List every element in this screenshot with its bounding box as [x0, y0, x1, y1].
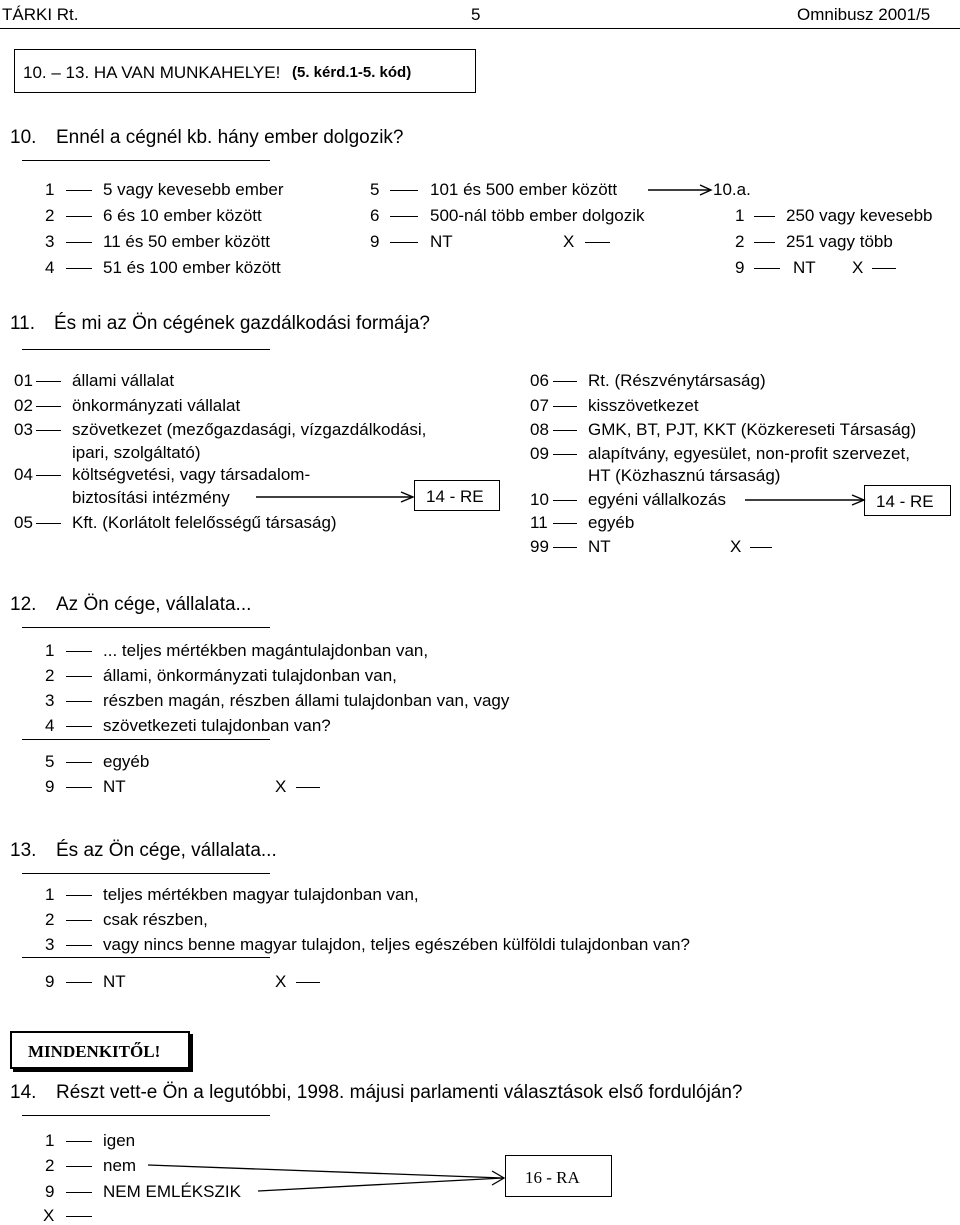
- q11-left-arrow-icon: [256, 490, 416, 504]
- q10a-opt2-code: 2: [735, 232, 745, 251]
- mindenkitol-box: [10, 1031, 190, 1069]
- q11-opt10-label: egyéni vállalkozás: [588, 490, 726, 509]
- q12-opt5-code: 5: [45, 752, 55, 771]
- q11-opt01-code: 01: [14, 371, 33, 390]
- q12-text: Az Ön cége, vállalata...: [56, 594, 252, 615]
- q11-opt09-dash: [553, 454, 577, 455]
- q10a-x-dash: [872, 268, 896, 269]
- q13-opt3-label: vagy nincs benne magyar tulajdon, teljes egészében külföldi tulajdonban van?: [103, 935, 690, 954]
- q10-opt4-dash: [66, 268, 92, 269]
- q10a-opt1-code: 1: [735, 206, 745, 225]
- q13-separator: [22, 957, 270, 958]
- filter-suffix: (5. kérd.1-5. kód): [292, 64, 412, 81]
- q11-opt05-dash: [36, 523, 61, 524]
- q11-text: És mi az Ön cégének gazdálkodási formája?: [54, 313, 430, 334]
- q11-opt04-code: 04: [14, 465, 33, 484]
- q14-goto-label: 16 - RA: [525, 1168, 580, 1187]
- q12-x-label: X: [275, 777, 287, 796]
- q11-opt07-code: 07: [530, 396, 549, 415]
- q13-opt2-code: 2: [45, 910, 55, 929]
- q13-opt9-label: NT: [103, 972, 126, 991]
- q10-opt6-dash: [390, 216, 418, 217]
- q10-opt5-dash: [390, 190, 418, 191]
- q10a-opt2-dash: [754, 242, 775, 243]
- q10-x-dash: [585, 242, 610, 243]
- q11-x-dash: [750, 547, 772, 548]
- q11-opt02-dash: [36, 406, 61, 407]
- q14-opt1-dash: [66, 1141, 92, 1142]
- header-rule: [0, 28, 960, 29]
- q12-opt3-code: 3: [45, 691, 55, 710]
- q14-opt2-label: nem: [103, 1156, 137, 1175]
- q10-opt4-label: 51 és 100 ember között: [103, 258, 281, 277]
- q10-text: Ennél a cégnél kb. hány ember dolgozik?: [56, 127, 404, 148]
- q11-opt11-dash: [553, 523, 577, 524]
- q10-opt1-dash: [66, 190, 92, 191]
- q10a-opt2-label: 251 vagy több: [786, 232, 893, 251]
- q14-opt9-label: NEM EMLÉKSZIK: [103, 1182, 241, 1201]
- q11-opt04-dash: [36, 475, 61, 476]
- q13-opt1-label: teljes mértékben magyar tulajdonban van,: [103, 885, 419, 904]
- q14-opt9-code: 9: [45, 1182, 55, 1201]
- q11-opt01-label: állami vállalat: [72, 371, 175, 390]
- q12-x-dash: [296, 787, 320, 788]
- q14-text: Részt vett-e Ön a legutóbbi, 1998. májusi parlamenti választások első fordulóján?: [56, 1082, 743, 1103]
- q11-opt05-label: Kft. (Korlátolt felelősségű társaság): [72, 513, 337, 532]
- q14-opt1-label: igen: [103, 1131, 136, 1150]
- q12-opt1-code: 1: [45, 641, 55, 660]
- q11-opt11-label: egyéb: [588, 513, 635, 532]
- q14-opt2-dash: [66, 1166, 92, 1167]
- q11-opt10-code: 10: [530, 490, 549, 509]
- header-right: Omnibusz 2001/5: [797, 5, 931, 24]
- q14-underline: [22, 1115, 270, 1116]
- q14-opt2-code: 2: [45, 1156, 55, 1175]
- q12-opt1-label: ... teljes mértékben magántulajdonban van,: [103, 641, 429, 660]
- q10-x-label: X: [563, 232, 575, 251]
- q14-opt1-code: 1: [45, 1131, 55, 1150]
- q13-underline: [22, 873, 270, 874]
- q10-opt9-label: NT: [430, 232, 453, 251]
- q11-opt05-code: 05: [14, 513, 33, 532]
- q11-opt08-dash: [553, 430, 577, 431]
- q13-text: És az Ön cége, vállalata...: [56, 840, 277, 861]
- q11-opt01-dash: [36, 381, 61, 382]
- q10-opt5-code: 5: [370, 180, 380, 199]
- q11-opt09-code: 09: [530, 444, 549, 463]
- q11-opt04-cont: biztosítási intézmény: [72, 488, 230, 507]
- q12-underline: [22, 627, 270, 628]
- q11-left-goto-label: 14 - RE: [426, 487, 484, 506]
- filter-prefix: 10. – 13. HA VAN MUNKAHELYE!: [23, 63, 281, 82]
- q13-opt1-code: 1: [45, 885, 55, 904]
- q10a-opt9-dash: [754, 268, 780, 269]
- q11-opt07-dash: [553, 406, 577, 407]
- q10-goto: 10.a.: [713, 180, 751, 199]
- q10a-opt1-dash: [754, 216, 775, 217]
- q14-goto-box: [505, 1155, 612, 1197]
- header-left: TÁRKI Rt.: [2, 5, 79, 24]
- q10-opt6-code: 6: [370, 206, 380, 225]
- q10a-opt9-label: NT: [793, 258, 816, 277]
- filter-box: [14, 49, 476, 93]
- q11-opt10-dash: [553, 500, 577, 501]
- q12-opt3-label: részben magán, részben állami tulajdonban van, vagy: [103, 691, 510, 710]
- q13-opt2-label: csak részben,: [103, 910, 208, 929]
- q12-opt9-code: 9: [45, 777, 55, 796]
- q12-opt2-dash: [66, 676, 92, 677]
- q11-right-goto-label: 14 - RE: [876, 492, 934, 511]
- q11-opt02-code: 02: [14, 396, 33, 415]
- q14-number: 14.: [10, 1082, 37, 1103]
- page-number: 5: [471, 5, 481, 24]
- q13-opt2-dash: [66, 920, 92, 921]
- q11-opt06-dash: [553, 381, 577, 382]
- q10-opt6-label: 500-nál több ember dolgozik: [430, 206, 645, 225]
- q11-opt99-dash: [553, 547, 577, 548]
- q10-opt3-dash: [66, 242, 92, 243]
- q12-opt2-code: 2: [45, 666, 55, 685]
- q12-separator: [22, 739, 270, 740]
- q10-arrow-icon: [648, 182, 714, 196]
- q12-opt9-label: NT: [103, 777, 126, 796]
- q12-opt4-code: 4: [45, 716, 55, 735]
- q12-opt4-dash: [66, 726, 92, 727]
- q10-opt9-dash: [390, 242, 418, 243]
- q11-opt08-code: 08: [530, 420, 549, 439]
- q11-opt03-cont: ipari, szolgáltató): [72, 443, 201, 462]
- q10a-opt9-code: 9: [735, 258, 745, 277]
- q11-x-label: X: [730, 537, 742, 556]
- q12-opt2-label: állami, önkormányzati tulajdonban van,: [103, 666, 397, 685]
- q13-x-dash: [296, 982, 320, 983]
- q12-opt1-dash: [66, 651, 92, 652]
- q11-opt07-label: kisszövetkezet: [588, 396, 699, 415]
- q10a-x-label: X: [852, 258, 864, 277]
- q10-opt4-code: 4: [45, 258, 55, 277]
- q12-number: 12.: [10, 594, 37, 615]
- q10-opt5-label: 101 és 500 ember között: [430, 180, 618, 199]
- q13-opt3-dash: [66, 945, 92, 946]
- q11-opt99-label: NT: [588, 537, 611, 556]
- q11-opt06-label: Rt. (Részvénytársaság): [588, 371, 766, 390]
- q11-opt06-code: 06: [530, 371, 549, 390]
- q11-opt11-code: 11: [530, 513, 548, 532]
- q10-opt3-code: 3: [45, 232, 55, 251]
- q11-opt03-label: szövetkezet (mezőgazdasági, vízgazdálkodási,: [72, 420, 427, 439]
- q12-opt4-label: szövetkezeti tulajdonban van?: [103, 716, 331, 735]
- q11-opt02-label: önkormányzati vállalat: [72, 396, 241, 415]
- q11-opt09-label: alapítvány, egyesület, non-profit szervezet,: [588, 444, 910, 463]
- q14-opt9-dash: [66, 1192, 92, 1193]
- q11-opt03-code: 03: [14, 420, 33, 439]
- q10-opt1-code: 1: [45, 180, 55, 199]
- q10-opt3-label: 11 és 50 ember között: [103, 232, 270, 251]
- q11-opt04-label: költségvetési, vagy társadalom-: [72, 465, 311, 484]
- q10a-opt1-label: 250 vagy kevesebb: [786, 206, 933, 225]
- q10-opt2-label: 6 és 10 ember között: [103, 206, 262, 225]
- q10-opt2-dash: [66, 216, 92, 217]
- q13-number: 13.: [10, 840, 37, 861]
- q11-left-goto-box: [414, 480, 500, 511]
- q14-optx-code: X: [43, 1206, 55, 1225]
- q12-opt9-dash: [66, 787, 92, 788]
- q14-optx-dash: [66, 1216, 92, 1217]
- q11-right-arrow-icon: [745, 493, 867, 507]
- q10-underline: [22, 160, 270, 161]
- q11-number: 11.: [10, 313, 36, 334]
- q12-opt3-dash: [66, 701, 92, 702]
- q13-opt9-code: 9: [45, 972, 55, 991]
- q11-opt99-code: 99: [530, 537, 549, 556]
- q11-opt09-cont: HT (Közhasznú társaság): [588, 466, 781, 485]
- q11-underline: [22, 349, 270, 350]
- mindenkitol-label: MINDENKITŐL!: [28, 1042, 161, 1061]
- q11-opt03-dash: [36, 430, 61, 431]
- q13-opt3-code: 3: [45, 935, 55, 954]
- q11-right-goto-box: [864, 485, 951, 516]
- q12-opt5-dash: [66, 762, 92, 763]
- q10-opt9-code: 9: [370, 232, 380, 251]
- q13-opt9-dash: [66, 982, 92, 983]
- q12-opt5-label: egyéb: [103, 752, 150, 771]
- q10-opt2-code: 2: [45, 206, 55, 225]
- q14-bracket-arrow-icon: [148, 1160, 508, 1200]
- q11-opt08-label: GMK, BT, PJT, KKT (Közkereseti Társaság): [588, 420, 917, 439]
- q13-x-label: X: [275, 972, 287, 991]
- q13-opt1-dash: [66, 895, 92, 896]
- q10-opt1-label: 5 vagy kevesebb ember: [103, 180, 284, 199]
- q10-number: 10.: [10, 127, 37, 148]
